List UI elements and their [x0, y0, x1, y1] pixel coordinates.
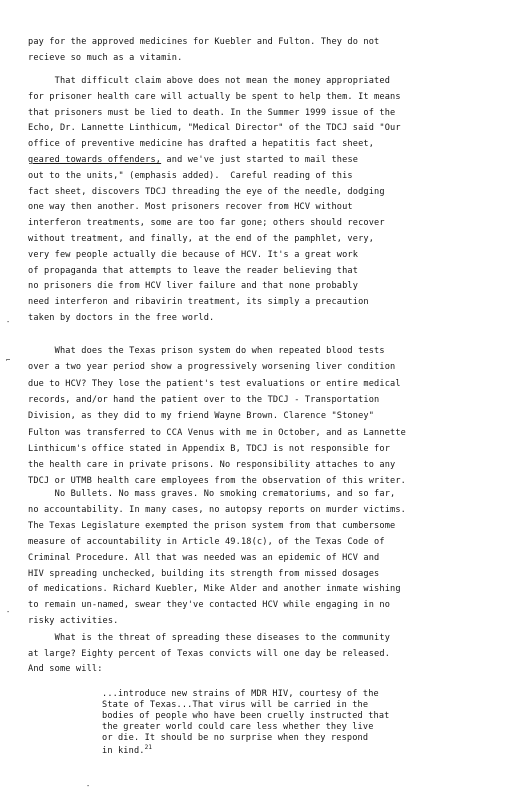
text-line: bodies of people who have been cruelly instructed that [102, 711, 390, 721]
text-line: taken by doctors in the free world. [28, 313, 215, 323]
text-line: in kind.$^{21}$ [102, 744, 153, 756]
text-line: no prisoners die from HCV liver failure and that none probably [28, 281, 359, 292]
text-line: fact sheet, discovers TDCJ threading the eye of the needle, dodging [28, 186, 385, 197]
footnote-reference: 21 [144, 744, 153, 751]
text-line: without treatment, and finally, at the end of the pamphlet, very, [28, 234, 375, 244]
text-line: the greater world could care less whether they live [102, 722, 374, 732]
text-line: That difficult claim above does not mean the money appropriated [28, 76, 391, 86]
text-line: No Bullets. No mass graves. No smoking crematoriums, and so far, [28, 489, 396, 499]
text-line: pay for the approved medicines for Kuebler and Fulton. They do not [28, 37, 380, 47]
text-line: Fulton was transferred to CCA Venus with me in October, and as Lannette [28, 427, 406, 438]
text-line: Division, as they did to my friend Wayne Brown. Clarence "Stoney" [28, 411, 375, 422]
margin-mark: ⌐ [6, 356, 11, 364]
text-line: risky activities. [28, 616, 119, 627]
emphasized-phrase: geared towards offenders, [28, 155, 162, 165]
text-line: out to the units," (emphasis added). Careful reading of this [28, 170, 353, 181]
text-line: TDCJ or UTMB health care employees from the observation of this writer. [28, 476, 406, 487]
text-line: measure of accountability in Article 49.18(c), of the Texas Code of [28, 536, 385, 547]
text-line: no accountability. In many cases, no autopsy reports on murder victims. [28, 504, 406, 515]
text-line: over a two year period show a progressively worsening liver condition [28, 362, 396, 373]
text-line: Criminal Procedure. All that was needed was an epidemic of HCV and [28, 552, 380, 563]
text-line: ...introduce new strains of MDR HIV, courtesy of the [102, 689, 379, 699]
text-line: of propaganda that attempts to leave the reader believing that [28, 265, 359, 276]
text-line: at large? Eighty percent of Texas convicts will one day be released. [28, 648, 391, 659]
text-line: that prisoners must be lied to death. In the Summer 1999 issue of the [28, 107, 396, 118]
text-line: State of Texas...That virus will be carried in the [102, 700, 369, 710]
text-line: What does the Texas prison system do when repeated blood tests [28, 346, 385, 356]
text-line: And some will: [28, 664, 103, 674]
text-line: geared towards offenders, and we've just started to mail these [28, 155, 359, 165]
margin-mark: - [6, 608, 11, 616]
text-line: recieve so much as a vitamin. [28, 53, 183, 64]
text-line: What is the threat of spreading these diseases to the community [28, 633, 391, 643]
text-line: one way then another. Most prisoners recover from HCV without [28, 202, 353, 213]
text-line: the health care in private prisons. No responsibility attaches to any [28, 460, 396, 471]
text-line: for prisoner health care will actually be spent to help them. It means [28, 91, 401, 102]
text-line: interferon treatments, some are too far gone; others should recover [28, 218, 385, 229]
text-line: very few people actually die because of HCV. It's a great work [28, 249, 359, 260]
text-line: HIV spreading unchecked, building its strength from missed dosages [28, 568, 380, 579]
text-line: or die. It should be no surprise when they respond [102, 733, 369, 743]
margin-mark: - [86, 782, 91, 790]
text-line: records, and/or hand the patient over to the TDCJ - Transportation [28, 394, 380, 405]
text-line: of medications. Richard Kuebler, Mike Alder and another inmate wishing [28, 584, 401, 595]
text-line: to remain un-named, swear they've contacted HCV while engaging in no [28, 600, 391, 611]
text-line: Linthicum's office stated in Appendix B, TDCJ is not responsible for [28, 443, 391, 454]
text-line: The Texas Legislature exempted the prison system from that cumbersome [28, 520, 396, 531]
text-line: due to HCV? They lose the patient's test evaluations or entire medical [28, 378, 401, 389]
text-line: office of preventive medicine has drafted a hepatitis fact sheet, [28, 139, 375, 150]
text-line: need interferon and ribavirin treatment, its simply a precaution [28, 297, 369, 308]
text-line: Echo, Dr. Lannette Linthicum, "Medical Director" of the TDCJ said "Our [28, 123, 401, 134]
margin-mark: - [6, 318, 11, 326]
